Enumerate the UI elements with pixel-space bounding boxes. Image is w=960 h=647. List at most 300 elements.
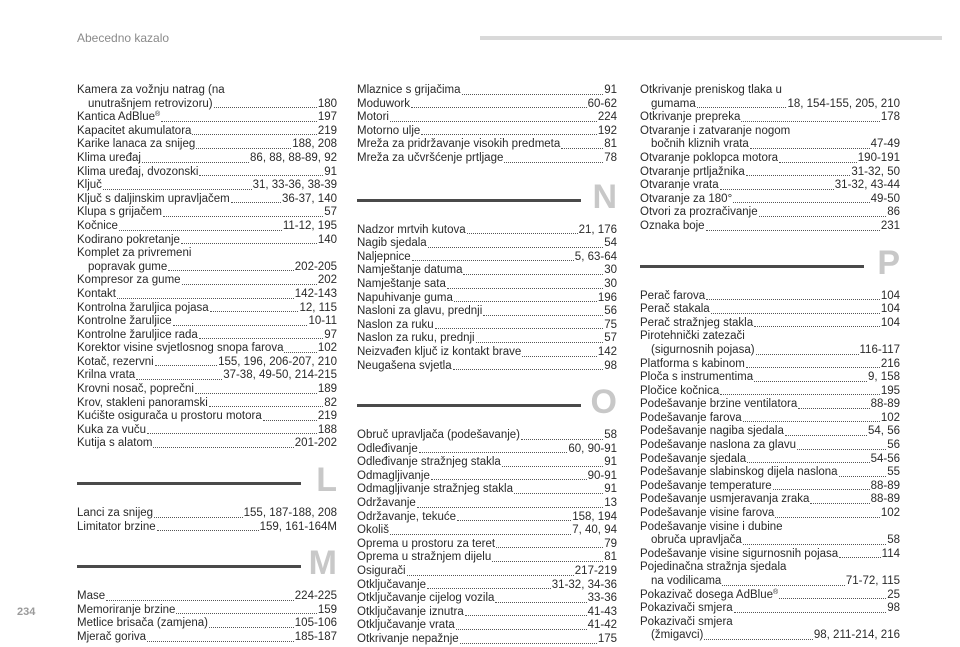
leader-dots [428,247,604,248]
leader-dots [514,493,603,494]
entry-pages: 25 [887,588,900,601]
entry-pages: 202-205 [294,260,337,273]
index-entry-continuation [640,344,900,358]
entry-term [357,606,464,620]
index-entry [77,247,337,261]
entry-term [77,274,181,288]
entry-pages: 175 [597,633,617,645]
entry-term-text: Nagib sjedala [357,237,427,250]
leader-dots [427,588,551,589]
entry-term [357,429,520,443]
entry-term-text: Kućište osigurača u prostoru motora [77,410,262,423]
entry-term-text: Mlaznice s grijačima [357,84,461,96]
entry-pages: 224-225 [294,590,337,603]
entry-pages: 201-202 [294,437,337,450]
index-list [77,590,337,644]
entry-term: Pirotehnički zatezači [640,330,745,343]
index-entry [640,385,900,399]
leader-dots [492,561,603,562]
leader-dots [210,311,299,312]
entry-pages: 30 [604,277,617,290]
index-entry [640,84,900,98]
entry-pages: 158, 194 [572,510,617,523]
leader-dots [407,575,574,576]
leader-dots [214,107,317,108]
entry-pages: 159, 161-164M [259,520,337,533]
index-entry [640,317,900,331]
entry-term [640,111,740,125]
entry-term-text: Nadzor mrtvih kutova [357,223,466,236]
index-entry [640,358,900,372]
index-entry [640,152,900,166]
entry-term [357,292,453,306]
entry-term-text: Ključ [77,179,102,192]
index-entry [77,84,337,98]
index-entry [77,125,337,139]
entry-term [640,412,742,426]
index-entry [77,397,337,411]
entry-term [640,193,732,207]
entry-term-text: Krovni nosač, poprečni [77,383,194,396]
entry-pages: 12, 115 [299,301,337,314]
entry-term-text: Podešavanje nagiba sjedala [640,425,784,438]
index-entry [357,237,617,251]
index-entry [640,548,900,562]
index-entry [640,439,900,453]
entry-term-text: Kontakt [77,287,116,300]
index-entry [77,288,337,302]
index-list [357,224,617,374]
index-entry-continuation [640,629,900,643]
entry-term-text: Karike lanaca za snijeg [77,138,196,151]
entry-pages: 11-12, 195 [282,219,337,232]
index-entry [357,346,617,360]
entry-term [357,579,426,593]
entry-term [357,619,455,633]
entry-pages: 190-191 [857,151,900,164]
leader-dots [163,216,323,217]
index-entry [77,342,337,356]
index-entry [77,302,337,316]
leader-dots [750,148,870,149]
page-number: 234 [17,606,36,618]
leader-dots [154,517,243,518]
entry-term [77,193,230,207]
entry-term [640,507,774,521]
index-entry [640,507,900,521]
entry-term: Pokazivači smjera [640,615,733,628]
leader-dots [722,585,845,586]
index-entry [357,224,617,238]
entry-term [77,342,283,356]
entry-pages: 86, 88, 88-89, 92 [250,151,337,164]
leader-dots [457,520,571,521]
entry-term [357,346,521,360]
entry-term [357,224,466,238]
entry-term-text: Kočnice [77,219,118,232]
entry-term-text: Oznaka boje [640,219,705,232]
index-entry [640,303,900,317]
index-entry [357,470,617,484]
leader-dots [106,600,294,601]
entry-term [77,329,198,343]
leader-dots [839,557,880,558]
leader-dots [496,547,603,548]
registered-mark: ® [772,588,779,596]
index-entry [640,179,900,193]
index-entry [77,166,337,180]
entry-pages: 31-32, 50 [851,165,900,178]
entry-pages: 219 [317,410,337,423]
entry-pages: 78 [604,151,617,164]
entry-term [357,524,389,538]
entry-pages: 97 [324,328,337,341]
entry-term [77,111,160,125]
entry-term-text: Podešavanje visine sigurnosnih pojasa [640,547,839,560]
entry-term-continuation: bočnih kliznih vrata [651,138,749,151]
entry-pages: 102 [317,342,337,355]
entry-term [640,466,838,480]
index-entry [357,606,617,620]
leader-dots [522,356,597,357]
leader-dots [390,121,597,122]
entry-term-text: Mase [77,590,106,603]
index-entry-continuation [77,261,337,275]
entry-term-text: Osigurači [357,565,406,578]
index-entry [357,251,617,265]
entry-term [357,456,501,470]
entry-term-continuation: (žmigavci) [651,629,704,642]
entry-term [357,565,406,579]
entry-term-text: Neugašena svjetla [357,359,452,372]
entry-term-continuation: gumama [651,97,696,110]
index-entry [357,483,617,497]
entry-term-continuation: obruča upravljača [651,534,742,547]
leader-dots [176,613,316,614]
leader-dots [196,148,291,149]
entry-term-text: Naslon za ruku, prednji [357,332,475,345]
index-entry [77,193,337,207]
leader-dots [209,627,294,628]
entry-pages: 21, 176 [578,223,617,236]
index-entry [77,604,337,618]
leader-dots [502,466,603,467]
leader-dots [561,148,603,149]
entry-term-text: Održavanje, tekuće [357,510,457,523]
index-entry [640,220,900,234]
index-list [640,84,900,234]
entry-term [357,511,456,525]
leader-dots [798,408,869,409]
entry-term-continuation: na vodilicama [651,575,722,587]
leader-dots [181,243,317,244]
entry-pages: 31-32, 34-36 [551,578,617,591]
entry-term-text: Odleđivanje stražnjeg stakla [357,456,501,469]
entry-term-text: Kutija s alatom [77,437,153,450]
index-entry [77,356,337,370]
leader-dots [779,598,886,599]
entry-pages: 31-32, 43-44 [834,179,900,192]
entry-pages: 98, 211-214, 216 [813,629,900,642]
leader-dots [454,301,597,302]
entry-term [77,288,116,302]
entry-term [357,360,452,374]
index-entry [640,398,900,412]
index-entry [357,125,617,139]
entry-term-text: Otvaranje prtljažnika [640,165,745,178]
index-entry [77,424,337,438]
entry-pages: 81 [604,551,617,564]
entry-pages: 104 [880,316,900,329]
registered-mark: ® [155,111,161,119]
entry-term-text: Kodirano pokretanje [77,233,180,246]
entry-term [640,385,719,399]
entry-term [357,237,427,251]
entry-term-text: Podešavanje usmjeravanja zraka [640,493,810,506]
entry-pages: 192 [597,124,617,137]
leader-dots [743,544,886,545]
entry-term-text: Klima uređaj [77,151,141,164]
entry-pages: 195 [880,384,900,397]
entry-term [77,604,175,618]
entry-pages: 86 [887,206,900,219]
entry-pages: 231 [880,219,900,232]
entry-term-text: Mreža za učvršćenje prtljage [357,151,504,164]
entry-pages: 90-91 [587,469,617,482]
index-entry [357,152,617,166]
index-entry [357,511,617,525]
index-list [640,290,900,643]
index-entry-continuation [640,575,900,589]
entry-term [357,98,410,112]
entry-term: Otvaranje i zatvaranje nogom [640,124,791,137]
leader-dots [209,406,323,407]
entry-term [357,497,416,511]
entry-pages: 98 [604,359,617,372]
entry-term-text: Okoliš [357,524,389,537]
entry-term [640,206,758,220]
leader-dots [412,260,574,261]
entry-term-text: Oprema u stražnjem dijelu [357,551,492,564]
entry-pages: 217-219 [574,565,617,578]
leader-dots [810,503,869,504]
entry-term [640,290,705,304]
index-entry [640,111,900,125]
entry-pages: 58 [604,429,617,442]
index-column-2 [357,84,617,647]
leader-dots [756,354,859,355]
entry-term: Podešavanje visine i dubine [640,520,783,533]
leader-dots [435,328,603,329]
entry-pages: 140 [317,233,337,246]
entry-pages: 202 [317,274,337,287]
index-entry [357,98,617,112]
entry-term-text: Održavanje [357,497,416,510]
index-entry [77,220,337,234]
index-column-1 [77,84,337,645]
entry-term-text: Naslon za ruku [357,318,434,331]
index-entry [357,332,617,346]
entry-term-text: Odleđivanje [357,442,418,455]
entry-term [77,383,194,397]
entry-term-text: Otključavanje cijelog vozila [357,592,495,605]
index-entry-continuation [640,534,900,548]
leader-dots [153,447,293,448]
entry-term [640,358,745,372]
entry-term-text: Otključavanje vrata [357,619,455,632]
entry-term [77,302,209,316]
index-entry [640,521,900,535]
index-entry-continuation [77,98,337,112]
entry-pages: 91 [604,456,617,469]
section-letter: L [316,461,337,500]
leader-dots [741,121,879,122]
index-entry-continuation [640,98,900,112]
entry-term-text: Lanci za snijeg [77,507,154,520]
index-entry-continuation [640,138,900,152]
leader-dots [117,298,294,299]
entry-pages: 88-89 [870,479,900,492]
entry-pages: 33-36 [587,592,617,605]
section-header-o [357,385,617,429]
entry-pages: 81 [604,138,617,151]
index-entry [77,369,337,383]
index-entry [640,193,900,207]
entry-pages: 91 [324,165,337,178]
entry-term-text: Oprema u prostoru za teret [357,537,496,550]
section-letter: O [590,383,617,422]
entry-pages: 88-89 [870,398,900,411]
leader-dots [775,517,880,518]
section-letter: M [308,544,337,583]
leader-dots [706,230,880,231]
entry-term-text: Kontrolne žaruljice [77,315,172,328]
entry-pages: 56 [604,305,617,318]
entry-pages: 155, 196, 206-207, 210 [218,355,337,368]
entry-pages: 142 [597,345,617,358]
entry-pages: 75 [604,318,617,331]
entry-term [77,424,146,438]
leader-dots [483,315,603,316]
entry-pages: 142-143 [294,287,337,300]
entry-term-text: Obruč upravljača (podešavanje) [357,429,521,442]
entry-term [357,305,482,319]
index-entry [640,616,900,630]
entry-pages: 102 [880,507,900,520]
index-entry [77,111,337,125]
entry-term [357,332,475,346]
entry-pages: 104 [880,303,900,316]
entry-term [77,617,208,631]
index-entry [357,456,617,470]
leader-dots [147,641,294,642]
entry-pages: 197 [317,111,337,124]
section-header-m [77,546,337,590]
index-entry [357,319,617,333]
index-entry [640,125,900,139]
index-entry [640,425,900,439]
entry-term-text: Motori [357,111,389,124]
index-entry [357,619,617,633]
entry-term-text: Podešavanje farova [640,411,742,424]
entry-term-text: Podešavanje brzine ventilatora [640,398,798,411]
index-entry [357,497,617,511]
index-list [357,84,617,166]
entry-term [77,507,153,521]
entry-term [77,152,141,166]
index-entry [640,412,900,426]
leader-dots [157,530,259,531]
entry-term [77,125,191,139]
entry-pages: 58 [887,534,900,547]
leader-dots [417,507,603,508]
leader-dots [462,94,604,95]
entry-term [77,166,198,180]
entry-pages: 41-43 [587,605,617,618]
entry-pages: 47-49 [870,138,900,151]
entry-term [357,251,411,265]
entry-pages: 82 [324,396,337,409]
index-entry [640,480,900,494]
entry-term [640,303,710,317]
entry-term-text: Otkrivanje prepreka [640,111,741,124]
index-entry [357,565,617,579]
entry-pages: 7, 40, 94 [572,524,617,537]
index-entry [640,466,900,480]
leader-dots [284,352,316,353]
entry-term-continuation: unutrašnjem retrovizoru) [88,97,213,110]
entry-term-text: Kompresor za gume [77,274,181,287]
entry-term [357,278,446,292]
entry-term-text: Otvaranje vrata [640,179,719,192]
entry-term-text: Moduwork [357,97,411,110]
entry-pages: 88-89 [870,493,900,506]
entry-pages: 216 [880,357,900,370]
index-entry [357,360,617,374]
entry-pages: 30 [604,264,617,277]
leader-dots [733,202,869,203]
entry-term-text: Mreža za pridržavanje visokih predmeta [357,138,561,151]
entry-term-text: Podešavanje sjedala [640,452,747,465]
entry-term-text: Ključ s daljinskim upravljačem [77,192,230,205]
index-entry [77,521,337,535]
entry-term-text: Kapacitet akumulatora [77,124,192,137]
leader-dots [155,365,217,366]
index-list [357,429,617,647]
entry-term-text: Kontrolne žaruljice rada [77,328,198,341]
leader-dots [711,313,880,314]
entry-term-text: Perač stakala [640,303,710,316]
entry-term-text: Kantica AdBlue [77,111,156,124]
leader-dots [743,421,880,422]
entry-term [77,179,102,193]
entry-term: Kamera za vožnju natrag (na [77,84,225,96]
entry-term-text: Platforma s kabinom [640,357,745,370]
entry-term-text: Kontrolna žaruljica pojasa [77,301,209,314]
entry-pages: 13 [604,497,617,510]
entry-term-text: Memoriranje brzine [77,603,176,616]
leader-dots [447,288,603,289]
leader-dots [192,134,316,135]
entry-term [640,371,753,385]
entry-pages: 102 [880,411,900,424]
entry-pages: 71-72, 115 [845,575,900,587]
entry-term [640,179,719,193]
entry-term [77,220,118,234]
index-entry [640,493,900,507]
index-entry [77,274,337,288]
leader-dots [521,439,603,440]
